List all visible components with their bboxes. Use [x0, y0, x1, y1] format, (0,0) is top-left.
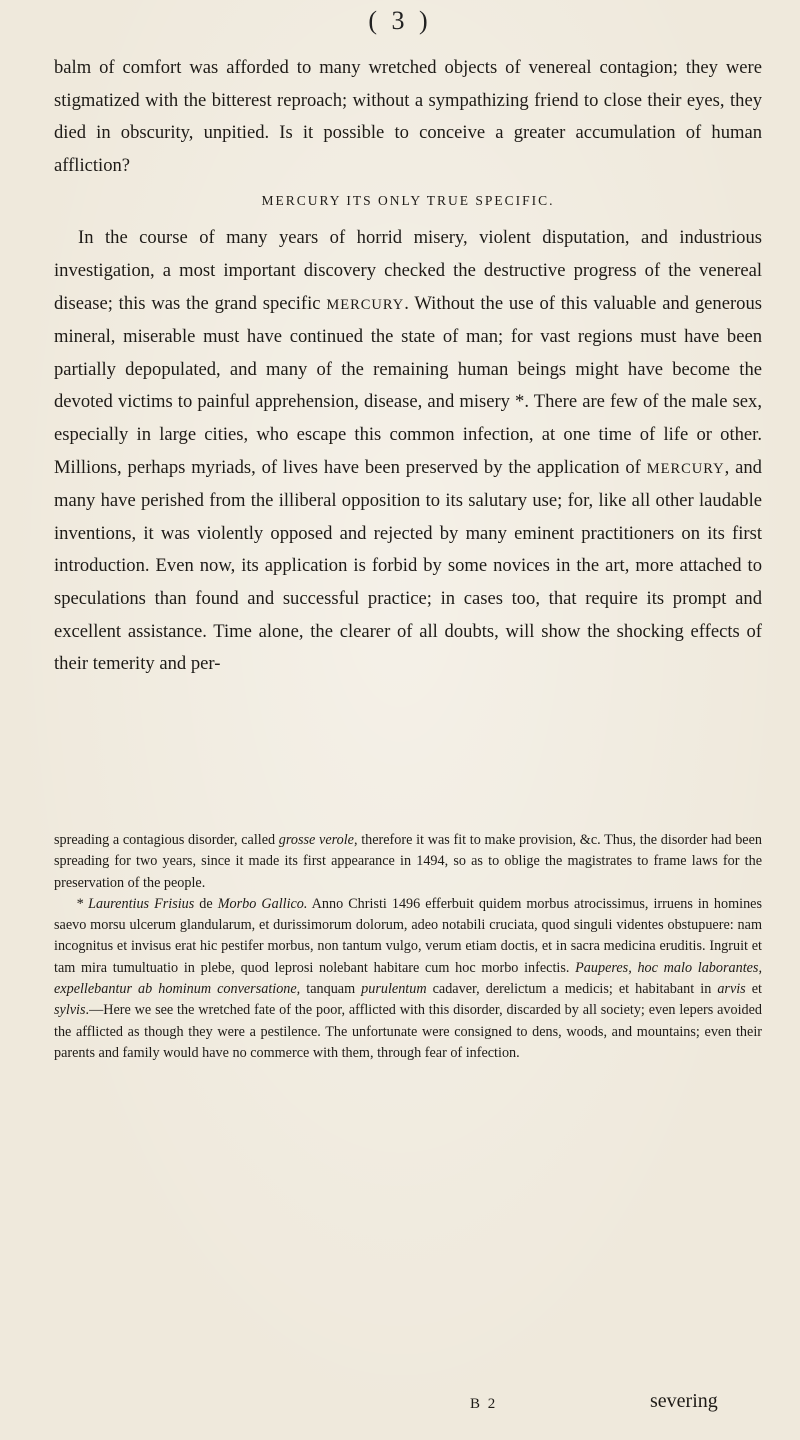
paragraph-2-part-a: In the course of many years of horrid misery, violent disputation, and industrious investigation, a most important discovery checked the destructive progress of the venereal disease; this was the grand specific	[54, 227, 762, 314]
footnote-2-part-a: Anno Christi 1496 efferbuit quidem morbus atrocissimus, irruens in homines saevo morsu ulcerum glandularum, et durissimorum dolorum, adeo notabili cruciata, quod singuli videntes obstupuere: nam incognitus et invisus erat hic pestifer morbus, non tantum vulgo, verum etiam doctis, et in sacra medicina eruditis. Ingruit et tam mira tumultuatio in plebe, quod leprosi nolebant habitare cum hoc morbo infectis.	[54, 895, 762, 976]
paragraph-2-part-c: , and many have perished from the illiberal opposition to its salutary use; for, like all other laudable inventions, it was violently opposed and rejected by many eminent practitioners on its first introduction. Even now, its application is forbid by some novices in the art, more attached to speculations than found and successful practice; in cases too, that require its prompt and excellent assistance. Time alone, the clearer of all doubts, will show the shocking effects of their temerity and per-	[54, 456, 762, 675]
footnote-1-part-a: spreading a contagious disorder, called	[54, 832, 279, 848]
footnotes	[54, 830, 762, 1064]
paragraph-2	[54, 222, 762, 680]
catchword: severing	[650, 1390, 718, 1412]
footnote-2-part-e: .—Here we see the wretched fate of the poor, afflicted with this disorder, discarded by all society; even lepers avoided the afflicted as though they were a pestilence. The unfortunate were consigned to dens, woods, and mountains; even their parents and family would have no commerce with them, through fear of infection.	[54, 1002, 762, 1061]
main-text	[54, 52, 762, 681]
paragraph-1: balm of comfort was afforded to many wretched objects of venereal contagion; they were stigmatized with the bitterest reproach; without a sympathizing friend to close their eyes, they died in obscurity, unpitied. Is it possible to conceive a greater accumulation of human affliction?	[54, 57, 762, 176]
footnote-1-part-b: , therefore it was fit to make provision, &c. Thus, the disorder had been spreading for two years, since it made its first appearance in 1494, so as to oblige the magistrates to frame laws for the preservation of the people.	[54, 832, 762, 891]
footnote-2-italic-1: Pauperes, hoc malo laborantes, expellebantur ab hominum conversatione,	[54, 959, 762, 998]
footnote-2-part-b: tanquam	[300, 981, 362, 998]
signature-mark: B 2	[470, 1396, 498, 1412]
footnote-2-italic-2: purulentum	[361, 981, 427, 998]
section-heading: MERCURY ITS ONLY TRUE SPECIFIC.	[261, 193, 555, 209]
footnote-continued	[54, 830, 762, 894]
footnote-2-italic-3: arvis	[717, 981, 746, 998]
paragraph-2-part-b: . Without the use of this valuable and generous mineral, miserable must have continued the state of man; for vast regions must have been partially depopulated, and many of the remaining human beings might have become the devoted victims to painful apprehension, disease, and misery *. There are few of the male sex, especially in large cities, who escape this common infection, at one time of life or other. Millions, perhaps myriads, of lives have been preserved by the application of	[54, 292, 762, 478]
page-number: ( 3 )	[368, 6, 432, 35]
footnote-de: de	[194, 895, 218, 912]
mercury-smallcaps-2: MERCURY	[646, 460, 725, 477]
footnote-1-italic: grosse verole	[278, 832, 354, 848]
footnote-author: * Laurentius Frisius	[76, 895, 195, 912]
footnote-2-italic-4: sylvis	[54, 1002, 86, 1019]
mercury-smallcaps-1: MERCURY	[326, 296, 405, 313]
footnote-2-part-c: cadaver, derelictum a medicis; et habitabant in	[426, 981, 718, 998]
footnote-star	[54, 894, 762, 1064]
footnote-work-title: Morbo Gallico.	[217, 895, 308, 912]
footnote-2-part-d: et	[745, 981, 762, 998]
